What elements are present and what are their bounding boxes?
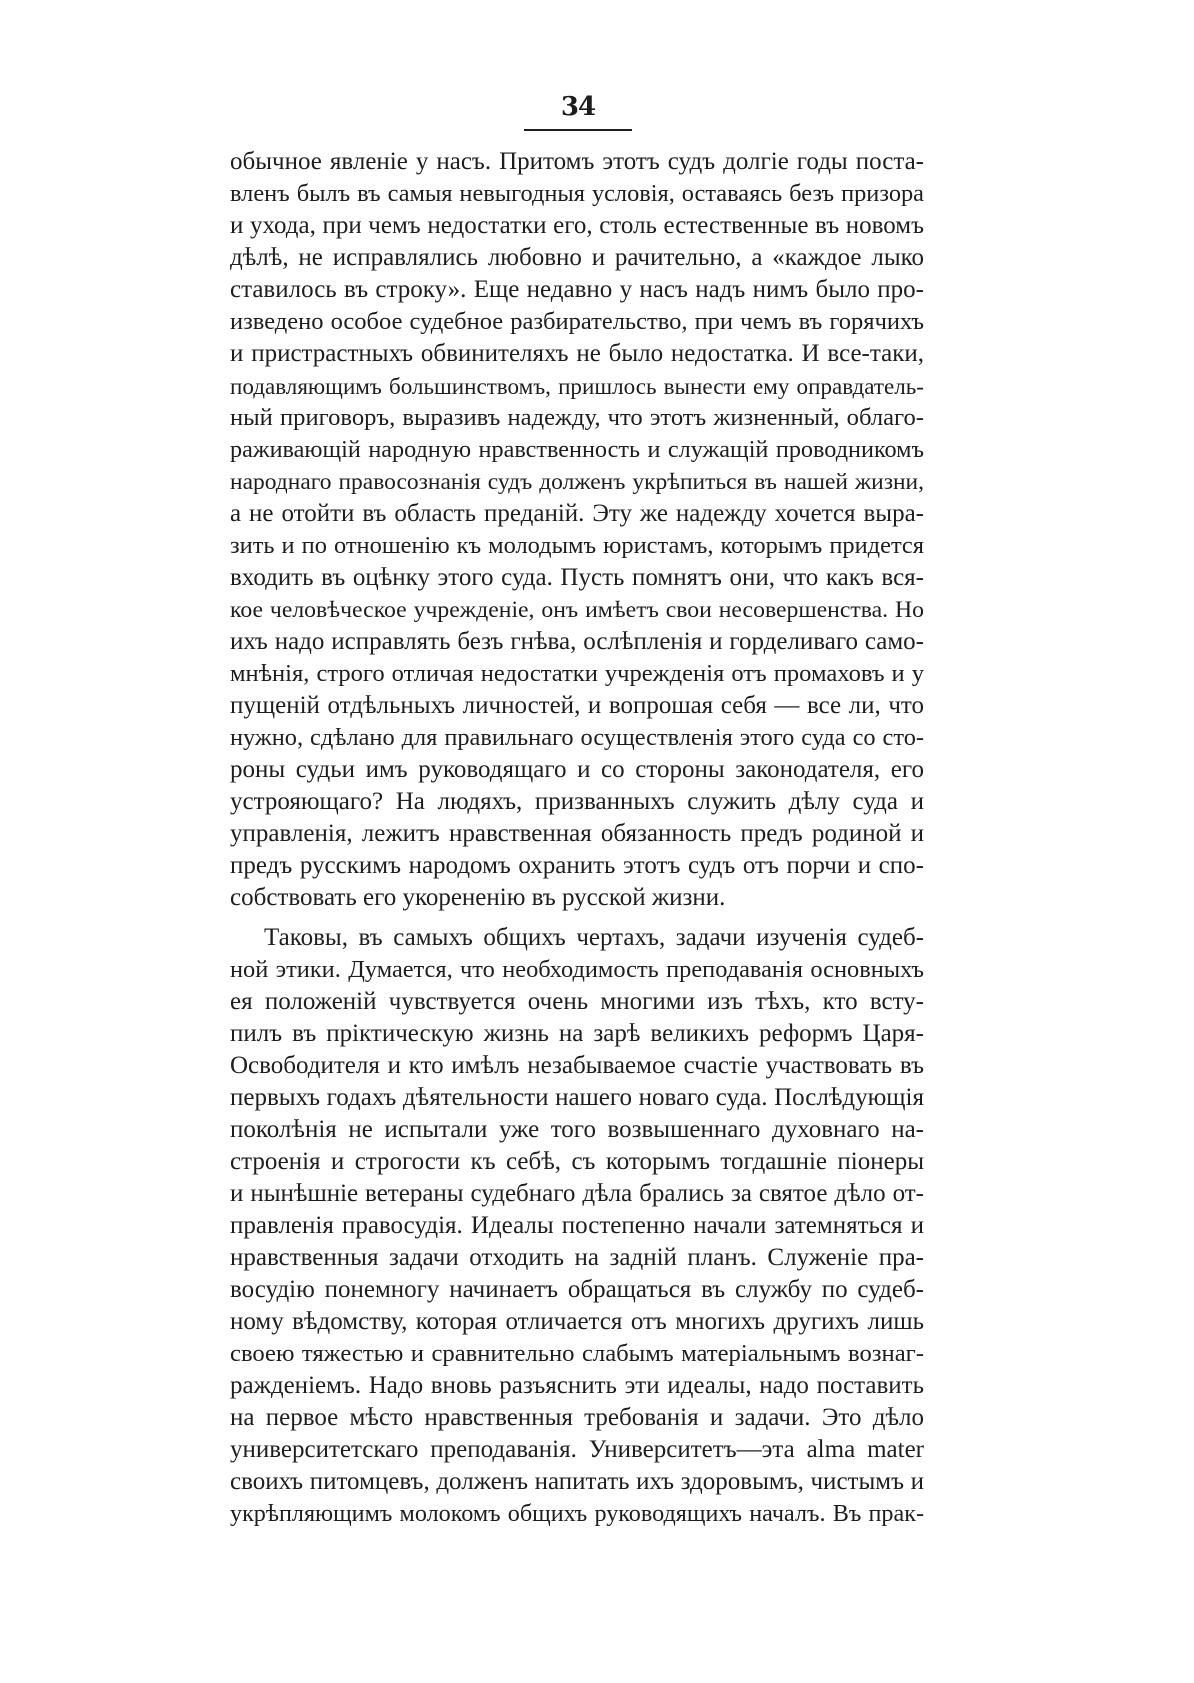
text-line: дѣлѣ, не исправлялись любовно и рачительно, а «каждое лыко: [230, 244, 924, 271]
page-number-rule: [524, 129, 632, 131]
text-line: Освободителя и кто имѣлъ незабываемое счастіе участвовать въ: [230, 1052, 924, 1079]
text-line: укрѣпляющимъ молокомъ общихъ руководящихъ началъ. Въ прак-: [230, 1500, 924, 1527]
text-line: Таковы, въ самыхъ общихъ чертахъ, задачи изученія судеб-: [264, 924, 924, 951]
text-line: и ухода, при чемъ недостатки его, столь естественные въ новомъ: [230, 212, 924, 239]
text-line: восудію понемногу начинаетъ обращаться въ службу по судеб-: [230, 1276, 924, 1303]
paragraph-2: [230, 922, 924, 1530]
text-line: зить и по отношенію къ молодымъ юристамъ, которымъ придется: [230, 532, 924, 559]
text-line: университетскаго преподаванія. Университетъ—эта alma mater: [230, 1436, 924, 1463]
text-line: обычное явленіе у насъ. Притомъ этотъ судъ долгіе годы поста-: [230, 148, 924, 175]
body-text: [230, 146, 924, 1530]
text-line: нравственныя задачи отходить на задній планъ. Служеніе пра-: [230, 1244, 924, 1271]
text-line: на первое мѣсто нравственныя требованія и задачи. Это дѣло: [230, 1404, 924, 1431]
text-line: собствовать его укорененію въ русской жизни.: [230, 884, 726, 911]
text-line: предъ русскимъ народомъ охранить этотъ судъ отъ порчи и спо-: [230, 852, 924, 879]
text-line: нужно, сдѣлано для правильнаго осуществленія этого суда со сто-: [230, 724, 924, 751]
text-line: входить въ оцѣнку этого суда. Пусть помнятъ они, что какъ вся-: [230, 564, 924, 591]
text-line: своею тяжестью и сравнительно слабымъ матеріальнымъ вознаг-: [230, 1340, 924, 1367]
text-line: первыхъ годахъ дѣятельности нашего новаго суда. Послѣдующія: [230, 1084, 924, 1111]
text-line: ной этики. Думается, что необходимость преподаванія основныхъ: [230, 956, 924, 983]
text-line: подавляющимъ большинствомъ, пришлось вынести ему оправдатель-: [230, 373, 924, 399]
text-line: пущеній отдѣльныхъ личностей, и вопрошая себя — все ли, что: [230, 692, 924, 719]
text-line: своихъ питомцевъ, долженъ напитать ихъ здоровымъ, чистымъ и: [230, 1468, 924, 1495]
text-line: устрояющаго? На людяхъ, призванныхъ служить дѣлу суда и: [230, 788, 924, 815]
text-line: управленія, лежитъ нравственная обязанность предъ родиной и: [230, 820, 924, 847]
text-line: роны судьи имъ руководящаго и со стороны законодателя, его: [230, 756, 924, 783]
text-line: пилъ въ пріктическую жизнь на зарѣ великихъ реформъ Царя-: [230, 1020, 924, 1047]
text-line: и нынѣшніе ветераны судебнаго дѣла брались за святое дѣло от-: [230, 1180, 924, 1207]
text-line: ный приговоръ, выразивъ надежду, что этотъ жизненный, облаго-: [230, 404, 924, 431]
text-line: правленія правосудія. Идеалы постепенно начали затемняться и: [230, 1212, 924, 1239]
text-line: ставилось въ строку». Еще недавно у насъ надъ нимъ было про-: [230, 276, 924, 303]
text-line: ея положеній чувствуется очень многими изъ тѣхъ, кто всту-: [230, 988, 924, 1015]
page-number: 34: [560, 92, 596, 122]
paragraph-1: [230, 146, 924, 914]
text-line: строенія и строгости къ себѣ, съ которымъ тогдашніе піонеры: [230, 1148, 924, 1175]
text-line: ному вѣдомству, которая отличается отъ многихъ другихъ лишь: [230, 1308, 924, 1335]
text-line: ражденіемъ. Надо вновь разъяснить эти идеалы, надо поставить: [230, 1372, 924, 1399]
text-line: изведено особое судебное разбирательство, при чемъ въ горячихъ: [230, 308, 924, 335]
text-line: и пристрастныхъ обвинителяхъ не было недостатка. И все-таки,: [230, 340, 924, 367]
text-line: народнаго правосознанія судъ долженъ укрѣпиться въ нашей жизни,: [230, 469, 924, 495]
text-line: поколѣнія не испытали уже того возвышеннаго духовнаго на-: [230, 1116, 924, 1143]
text-line: вленъ былъ въ самыя невыгодныя условія, оставаясь безъ призора: [230, 180, 924, 207]
text-line: ихъ надо исправлять безъ гнѣва, ослѣпленія и горделиваго само-: [230, 628, 924, 655]
text-line: раживающій народную нравственность и служащій проводникомъ: [230, 436, 924, 463]
text-line: кое человѣческое учрежденіе, онъ имѣетъ свои несовершенства. Но: [230, 597, 924, 623]
text-line: мнѣнія, строго отличая недостатки учрежденія отъ промаховъ и у: [230, 660, 924, 687]
text-line: а не отойти въ область преданій. Эту же надежду хочется выра-: [230, 500, 924, 527]
paragraph-gap: [230, 914, 924, 922]
